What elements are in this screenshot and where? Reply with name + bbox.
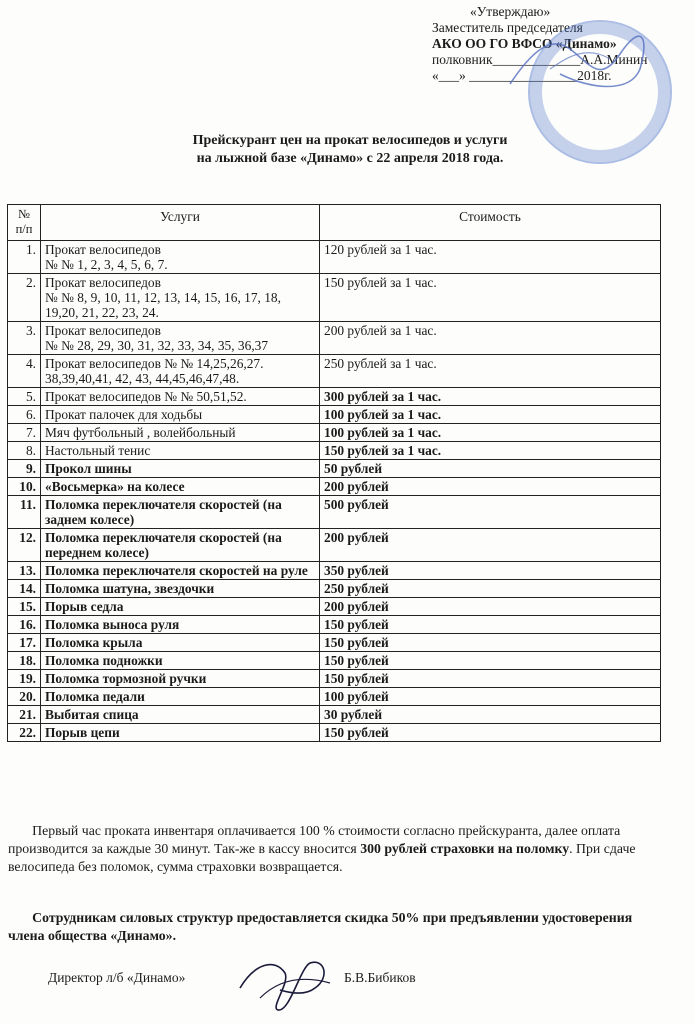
director-name: Б.В.Бибиков xyxy=(344,970,416,985)
price-table xyxy=(7,204,661,742)
table-row xyxy=(8,406,661,424)
notes-text-a: Первый час проката инвентаря оплачивается 100 % стоимости согласно прейскуранта, далее оплата производится за каждые 30 минут. Так-же в кассу вносится xyxy=(8,823,621,856)
table-row xyxy=(8,634,661,652)
table-row xyxy=(8,616,661,634)
title-line-2: на лыжной базе «Динамо» с 22 апреля 2018 года. xyxy=(196,151,504,166)
approval-heading: «Утверждаю» xyxy=(470,4,551,19)
row-service: Выбитая спица xyxy=(41,706,320,724)
table-row xyxy=(8,580,661,598)
row-service: Порыв цепи xyxy=(41,724,320,742)
row-cost: 200 рублей xyxy=(320,478,661,496)
row-service: Настольный тенис xyxy=(41,442,320,460)
notes-insurance: 300 рублей страховки на поломку xyxy=(360,841,570,856)
row-service: Поломка педали xyxy=(41,688,320,706)
row-cost: 150 рублей xyxy=(320,652,661,670)
row-num: 19. xyxy=(8,670,41,688)
table-header-row xyxy=(8,205,661,241)
row-service: Прокол шины xyxy=(41,460,320,478)
table-row xyxy=(8,652,661,670)
row-service: Мяч футбольный , волейбольный xyxy=(41,424,320,442)
row-cost: 100 рублей за 1 час. xyxy=(320,424,661,442)
row-service: «Восьмерка» на колесе xyxy=(41,478,320,496)
row-num: 6. xyxy=(8,406,41,424)
row-num: 2. xyxy=(8,274,41,322)
table-row xyxy=(8,598,661,616)
table-row xyxy=(8,322,661,355)
row-num: 12. xyxy=(8,529,41,562)
table-row xyxy=(8,442,661,460)
table-body xyxy=(8,241,661,742)
row-num: 14. xyxy=(8,580,41,598)
table-row xyxy=(8,562,661,580)
table-row xyxy=(8,274,661,322)
row-service: Поломка шатуна, звездочки xyxy=(41,580,320,598)
table-row xyxy=(8,478,661,496)
director-title: Директор л/б «Динамо» xyxy=(48,970,186,985)
discount-text: Сотрудникам силовых структур предоставляется скидка 50% при предъявлении удостоверения члена общества «Динамо». xyxy=(8,910,633,943)
row-cost: 120 рублей за 1 час. xyxy=(320,241,661,274)
row-service: Прокат велосипедов № № 28, 29, 30, 31, 32, 33, 34, 35, 36,37 xyxy=(41,322,320,355)
table-row xyxy=(8,460,661,478)
row-cost: 200 рублей xyxy=(320,598,661,616)
row-num: 18. xyxy=(8,652,41,670)
table-row xyxy=(8,529,661,562)
row-num: 8. xyxy=(8,442,41,460)
row-cost: 150 рублей xyxy=(320,634,661,652)
row-service: Прокат велосипедов № № 14,25,26,27. 38,39,40,41, 42, 43, 44,45,46,47,48. xyxy=(41,355,320,388)
header-service: Услуги xyxy=(41,205,320,241)
row-service: Поломка крыла xyxy=(41,634,320,652)
row-num: 4. xyxy=(8,355,41,388)
row-service: Поломка подножки xyxy=(41,652,320,670)
row-num: 13. xyxy=(8,562,41,580)
row-cost: 150 рублей xyxy=(320,724,661,742)
row-service: Поломка переключателя скоростей (на переднем колесе) xyxy=(41,529,320,562)
page-title xyxy=(120,132,580,168)
row-cost: 50 рублей xyxy=(320,460,661,478)
row-service: Поломка выноса руля xyxy=(41,616,320,634)
row-service: Прокат велосипедов № № 1, 2, 3, 4, 5, 6, 7. xyxy=(41,241,320,274)
notes-paragraph-1 xyxy=(8,822,660,876)
table-row xyxy=(8,241,661,274)
row-service: Поломка переключателя скоростей на руле xyxy=(41,562,320,580)
row-num: 1. xyxy=(8,241,41,274)
title-line-1: Прейскурант цен на прокат велосипедов и услуги xyxy=(192,133,508,148)
row-cost: 200 рублей за 1 час. xyxy=(320,322,661,355)
row-cost: 150 рублей за 1 час. xyxy=(320,442,661,460)
approval-organization: АКО ОО ГО ВФСО «Динамо» xyxy=(432,36,617,51)
table-row xyxy=(8,424,661,442)
row-service: Прокат палочек для ходьбы xyxy=(41,406,320,424)
approval-date: «___» ________________2018г. xyxy=(432,68,612,83)
row-cost: 150 рублей xyxy=(320,670,661,688)
director-signature-icon xyxy=(230,948,340,1018)
row-num: 20. xyxy=(8,688,41,706)
row-num: 16. xyxy=(8,616,41,634)
row-num: 3. xyxy=(8,322,41,355)
row-cost: 150 рублей xyxy=(320,616,661,634)
row-num: 21. xyxy=(8,706,41,724)
table-row xyxy=(8,355,661,388)
row-num: 17. xyxy=(8,634,41,652)
approval-signature-icon xyxy=(490,14,660,114)
table-row xyxy=(8,670,661,688)
approval-rank-name: полковник_____________А.А.Минин xyxy=(432,52,648,67)
row-num: 7. xyxy=(8,424,41,442)
row-cost: 250 рублей xyxy=(320,580,661,598)
row-service: Поломка тормозной ручки xyxy=(41,670,320,688)
table-row xyxy=(8,496,661,529)
row-service: Прокат велосипедов № № 50,51,52. xyxy=(41,388,320,406)
row-num: 15. xyxy=(8,598,41,616)
notes-paragraph-2 xyxy=(8,909,660,945)
approval-position: Заместитель председателя xyxy=(432,20,583,35)
row-num: 9. xyxy=(8,460,41,478)
row-num: 22. xyxy=(8,724,41,742)
row-cost: 100 рублей xyxy=(320,688,661,706)
row-service: Прокат велосипедов № № 8, 9, 10, 11, 12, 13, 14, 15, 16, 17, 18, 19,20, 21, 22, 23, 24. xyxy=(41,274,320,322)
row-num: 10. xyxy=(8,478,41,496)
row-cost: 300 рублей за 1 час. xyxy=(320,388,661,406)
row-cost: 200 рублей xyxy=(320,529,661,562)
header-cost: Стоимость xyxy=(320,205,661,241)
row-cost: 250 рублей за 1 час. xyxy=(320,355,661,388)
table-row xyxy=(8,388,661,406)
table-row xyxy=(8,706,661,724)
header-num: № п/п xyxy=(8,205,41,241)
row-cost: 100 рублей за 1 час. xyxy=(320,406,661,424)
notes-text-c: . При сдаче велосипеда без поломок, сумма страховки возвращается. xyxy=(8,841,636,874)
table-row xyxy=(8,724,661,742)
row-cost: 350 рублей xyxy=(320,562,661,580)
row-cost: 30 рублей xyxy=(320,706,661,724)
row-cost: 500 рублей xyxy=(320,496,661,529)
row-num: 5. xyxy=(8,388,41,406)
row-cost: 150 рублей за 1 час. xyxy=(320,274,661,322)
row-num: 11. xyxy=(8,496,41,529)
table-row xyxy=(8,688,661,706)
row-service: Порыв седла xyxy=(41,598,320,616)
row-service: Поломка переключателя скоростей (на заднем колесе) xyxy=(41,496,320,529)
